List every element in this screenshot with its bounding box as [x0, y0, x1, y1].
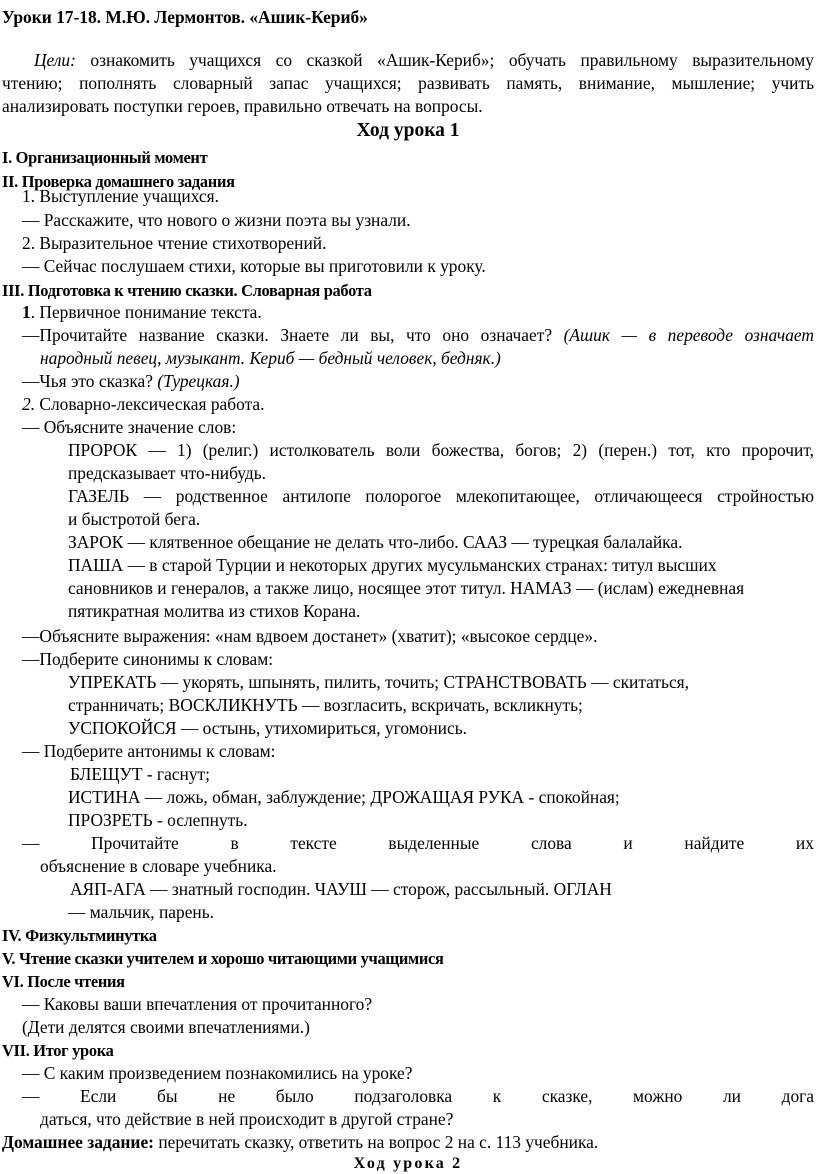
- goals-line-2: чтению; пополнять словарный запас учащихся; развивать память, внимание, мышление; учить: [2, 73, 814, 93]
- s3-question-title: [22, 324, 814, 347]
- synonyms-line-3: УСПОКОЙСЯ — остынь, утихомириться, угомонись.: [68, 718, 467, 738]
- s2-item-1: 1. Выступление учащихся.: [22, 186, 219, 206]
- s3-item-1-text: . Первичное понимание текста.: [30, 302, 262, 322]
- s3-question-title-text: —Прочитайте название сказки. Знаете ли вы, что оно означает?: [22, 325, 564, 345]
- s7-word: сказке,: [541, 1086, 593, 1106]
- s3-question-title-answer: (Ашик — в переводе означает: [563, 325, 814, 345]
- s7-word: ли: [722, 1086, 741, 1106]
- antonyms-heading: — Подберите антонимы к словам:: [22, 741, 276, 761]
- definition-prorok-cont: предсказывает что-нибудь.: [68, 463, 267, 483]
- definition-gazel: ГАЗЕЛЬ — родственное антилопе полорогое млекопитающее, отличающееся стройностью: [68, 486, 814, 506]
- s3-question-title-answer-cont: народный певец, музыкант. Кериб — бедный человек, бедняк.): [40, 348, 501, 368]
- explain-expressions: —Объясните выражения: «нам вдвоем достанет» (хватит); «высокое сердце».: [22, 626, 598, 646]
- s3-question-whose-text: —Чья это сказка?: [22, 371, 158, 391]
- s7-word: подзаголовка: [354, 1086, 453, 1106]
- goals-text-1: ознакомить учащихся со сказкой «Ашик-Кериб»; обучать правильному выразительному: [75, 50, 814, 70]
- glossary-line-1: АЯП-АГА — знатный господин. ЧАУШ — сторож, рассыльный. ОГЛАН: [70, 879, 612, 899]
- goals-line-3: анализировать поступки героев, правильно отвечать на вопросы.: [2, 96, 483, 116]
- section-5-heading: V. Чтение сказки учителем и хорошо читающими учащимися: [2, 949, 444, 968]
- synonyms-line-2: странничать; ВОСКЛИКНУТЬ — возгласить, вскричать, вскликнуть;: [68, 695, 583, 715]
- synonyms-line-1: УПРЕКАТЬ — укорять, шпынять, пилить, точить; СТРАНСТВОВАТЬ — скитаться,: [68, 672, 690, 692]
- definition-zarok-saaz: ЗАРОК — клятвенное обещание не делать что-либо. СААЗ — турецкая балалайка.: [68, 532, 683, 552]
- s3-explain-words: — Объясните значение слов:: [22, 417, 237, 437]
- s7-word: было: [275, 1086, 314, 1106]
- s7-word: к: [492, 1086, 502, 1106]
- antonyms-line-3: ПРОЗРЕТЬ - ослепнуть.: [68, 810, 248, 830]
- s2-item-2: 2. Выразительное чтение стихотворений.: [22, 233, 327, 253]
- s7-word: не: [218, 1086, 236, 1106]
- section-1-heading: I. Организационный момент: [2, 148, 208, 167]
- read-task-line-1: [22, 832, 814, 855]
- s6-question: — Каковы ваши впечатления от прочитанного?: [22, 994, 373, 1014]
- section-7-heading: VII. Итог урока: [2, 1041, 114, 1060]
- s7-word: —: [22, 1086, 40, 1106]
- read-word: найдите: [684, 833, 745, 853]
- s7-word: дога: [781, 1086, 814, 1106]
- read-word: в: [230, 833, 239, 853]
- definition-gazel-cont: и быстротой бега.: [68, 509, 201, 529]
- s6-note: (Дети делятся своими впечатлениями.): [22, 1017, 310, 1037]
- definition-pasha: ПАША — в старой Турции и некоторых других мусульманских странах: титул высших: [68, 555, 717, 575]
- s3-item-2-number: 2.: [22, 394, 36, 414]
- read-word: Прочитайте: [91, 833, 179, 853]
- s3-question-whose-answer: (Турецкая.): [157, 371, 240, 391]
- lesson-2-heading: Ход урока 2: [353, 1155, 463, 1172]
- s3-item-2: [22, 393, 264, 416]
- lesson-1-heading: Ход урока 1: [356, 120, 460, 141]
- s2-item-1-question: — Расскажите, что нового о жизни поэта вы узнали.: [22, 210, 411, 230]
- glossary-line-2: — мальчик, парень.: [68, 902, 215, 922]
- s3-item-1: [22, 301, 262, 324]
- homework: [2, 1131, 598, 1154]
- s3-question-whose: [22, 370, 240, 393]
- goals-label: Цели:: [34, 50, 76, 70]
- antonyms-line-1: БЛЕЩУТ - гаснут;: [70, 764, 210, 784]
- section-6-heading: VI. После чтения: [2, 972, 125, 991]
- document-title: Уроки 17-18. М.Ю. Лермонтов. «Ашик-Кериб»: [2, 7, 368, 27]
- section-3-heading: III. Подготовка к чтению сказки. Словарная работа: [2, 281, 372, 300]
- read-word: выделенные: [388, 833, 480, 853]
- s7-question-2: [22, 1085, 814, 1108]
- s7-question-1: — С каким произведением познакомились на уроке?: [22, 1063, 413, 1083]
- homework-label: Домашнее задание:: [2, 1132, 154, 1152]
- read-word: их: [795, 833, 814, 853]
- s7-word: можно: [633, 1086, 683, 1106]
- read-word: тексте: [290, 833, 337, 853]
- s2-item-2-task: — Сейчас послушаем стихи, которые вы приготовили к уроку.: [22, 256, 486, 276]
- antonyms-line-2: ИСТИНА — ложь, обман, заблуждение; ДРОЖАЩАЯ РУКА - спокойная;: [68, 787, 620, 807]
- homework-text: перечитать сказку, ответить на вопрос 2 на с. 113 учебника.: [153, 1132, 599, 1152]
- s7-word: Если: [80, 1086, 117, 1106]
- section-2-heading: II. Проверка домашнего задания: [2, 172, 235, 191]
- read-task-line-2: объяснение в словаре учебника.: [40, 856, 277, 876]
- s7-word: бы: [156, 1086, 178, 1106]
- s3-item-1-number: 1: [22, 302, 31, 322]
- definition-prorok: ПРОРОК — 1) (религ.) истолкователь воли божества, богов; 2) (перен.) тот, кто пророчит,: [68, 440, 814, 460]
- goals-line-1: [34, 49, 814, 72]
- s7-question-2-cont: даться, что действие в ней происходит в другой стране?: [40, 1109, 454, 1129]
- read-word: слова: [530, 833, 572, 853]
- read-word: —: [22, 833, 40, 853]
- s3-item-2-text: Словарно-лексическая работа.: [35, 394, 265, 414]
- synonyms-heading: —Подберите синонимы к словам:: [22, 649, 274, 669]
- definition-pasha-namaz: сановников и генералов, а также лицо, носящее этот титул. НАМАЗ — (ислам) ежедневная: [68, 578, 745, 598]
- definition-namaz-cont: пятикратная молитва из стихов Корана.: [68, 601, 361, 621]
- read-word: и: [623, 833, 633, 853]
- section-4-heading: IV. Физкультминутка: [2, 926, 157, 945]
